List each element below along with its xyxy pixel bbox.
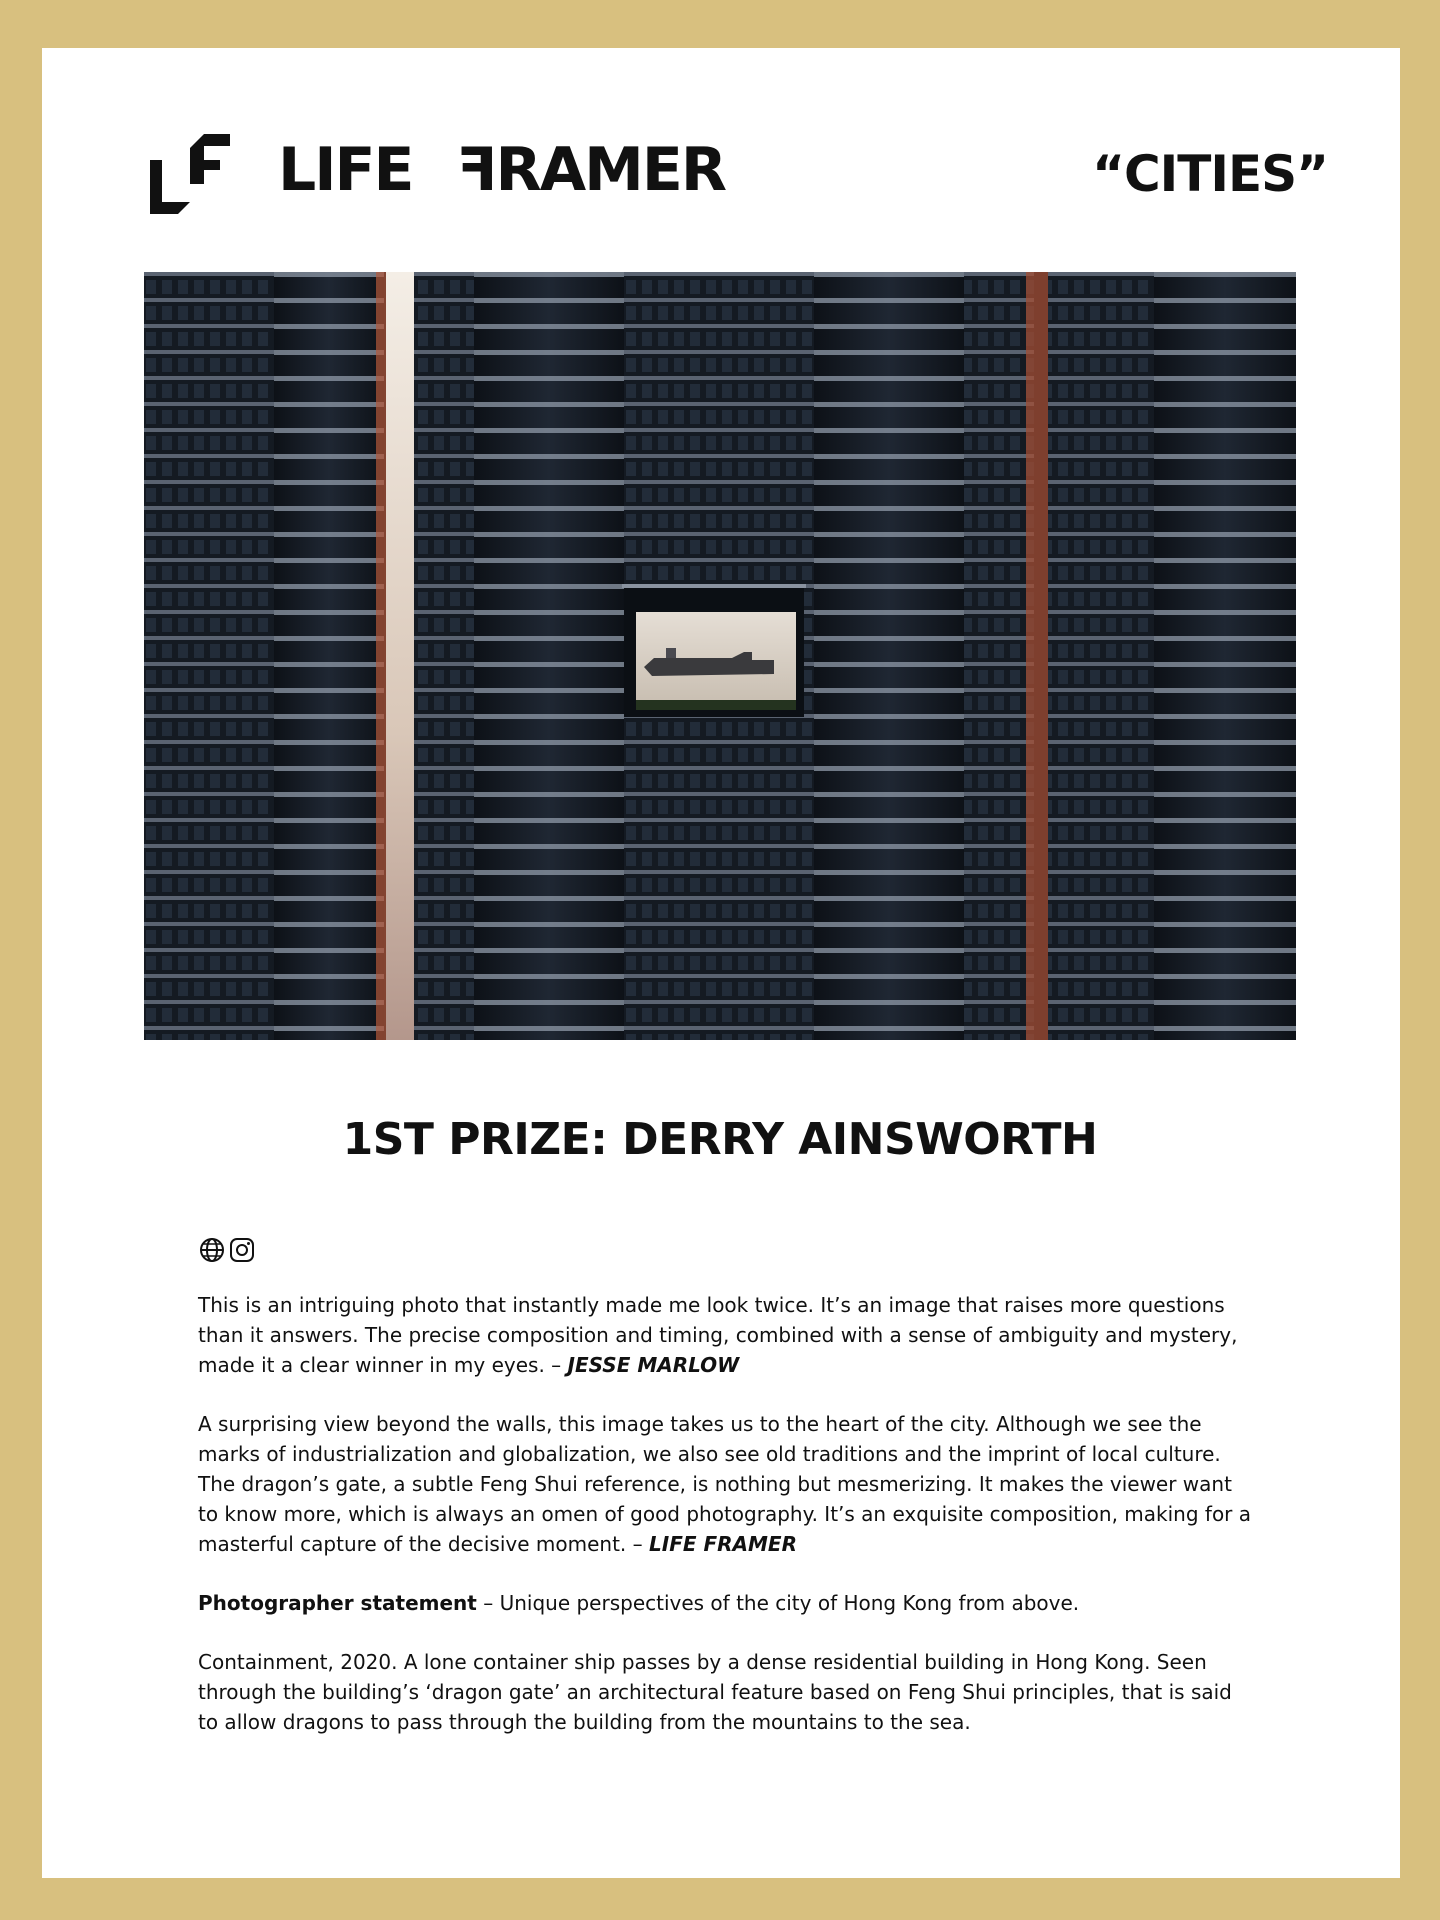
prize-title: 1ST PRIZE: DERRY AINSWORTH — [342, 1114, 1098, 1165]
winning-photo[interactable] — [144, 272, 1296, 1040]
statement-label: Photographer statement — [198, 1591, 477, 1615]
photographer-links — [198, 1236, 256, 1264]
globe-icon[interactable] — [198, 1236, 226, 1264]
article-body — [198, 1290, 1258, 1766]
logo-word-life: LIFE — [278, 135, 413, 205]
judge-comment-paragraph — [198, 1290, 1258, 1380]
judge-comment-text: This is an intriguing photo that instantly made me look twice. It’s an image that raises more questions than it answers. The precise composition and timing, combined with a sense of ambiguity and mystery, made it a clear winner in my eyes. – — [198, 1293, 1238, 1377]
statement-text: – Unique perspectives of the city of Hong Kong from above. — [476, 1591, 1080, 1615]
photo-caption: Containment, 2020. A lone container ship passes by a dense residential building in Hong Kong. Seen through the building’s ‘dragon gate’ an architectural feature based on Feng Shui principles, that is said to allow dragons to pass through the building from the mountains to the sea. — [198, 1650, 1232, 1734]
logo-cut-f-icon: ꟻ — [456, 135, 496, 205]
life-framer-comment-text: A surprising view beyond the walls, this image takes us to the heart of the city. Although we see the marks of industrialization and globalization, we also see old traditions and the imprint of local culture. The dragon’s gate, a subtle Feng Shui reference, is nothing but mesmerizing. It makes the viewer want to know more, which is always an omen of good photography. It’s an exquisite composition, making for a masterful capture of the decisive moment. – — [198, 1412, 1252, 1556]
logo-word-ramer: RAMER — [495, 135, 726, 205]
life-framer-logo-icon[interactable] — [150, 130, 270, 230]
photographer-statement-paragraph — [198, 1588, 1258, 1618]
photo-illustration — [144, 272, 1296, 1040]
judge-name: JESSE MARLOW — [567, 1353, 740, 1377]
theme-title: “CITIES” — [1092, 145, 1328, 203]
logo-wordmark[interactable] — [278, 130, 725, 210]
life-framer-signature: LIFE FRAMER — [649, 1532, 797, 1556]
life-framer-comment-paragraph — [198, 1409, 1258, 1559]
instagram-icon[interactable] — [228, 1236, 256, 1264]
